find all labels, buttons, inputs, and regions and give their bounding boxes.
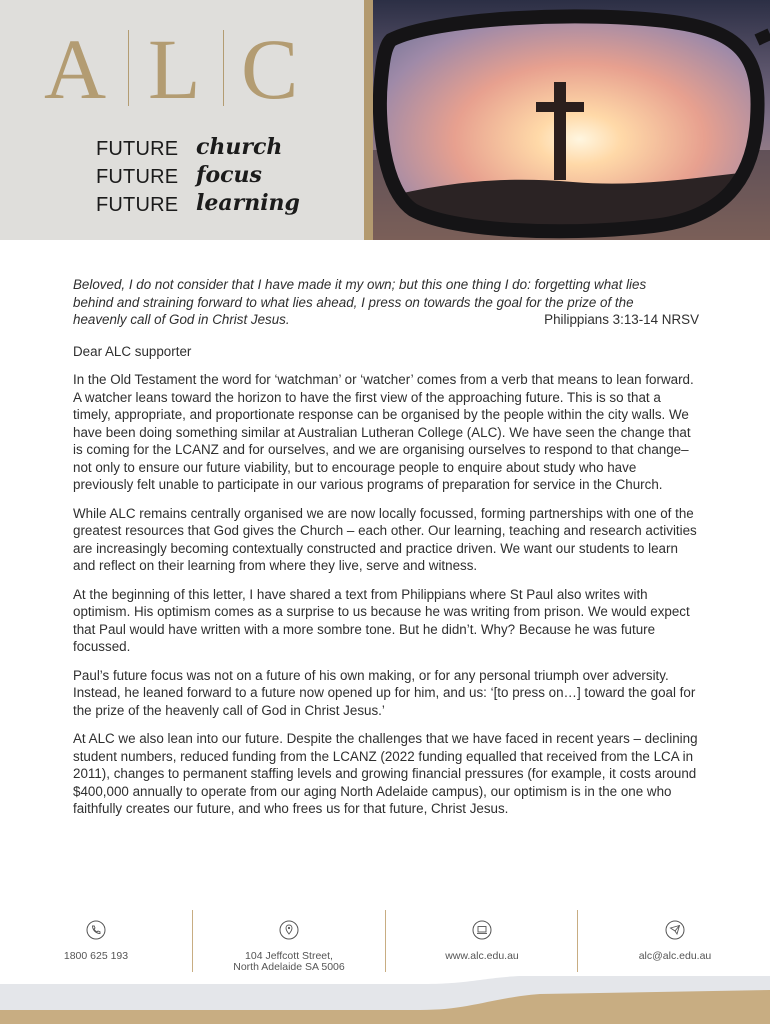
epigraph-line: behind and straining forward to what lies ahead, I press on towards the goal for the prize of the [73,294,634,310]
paragraph: At ALC we also lean into our future. Despite the challenges that we have faced in recent years – declining student numbers, reduced funding from the LCANZ (2022 funding equalled that received from the LCA in 2011), changes to permanent staffing levels and growing financial pressures (for example, it costs around $400,000 annually to operate from our aging North Adelaide campus), our optimism is in the one who faithfully creates our future, and who frees us for that future, Christ Jesus. [73,731,698,816]
epigraph-line: Beloved, I do not consider that I have made it my own; but this one thing I do: forgetting what lies [73,277,647,292]
paragraph: In the Old Testament the word for ‘watchman’ or ‘watcher’ comes from a verb that means to lean forward. A watcher leans toward the horizon to have the first view of the approaching future. This is so that a timely, appropriate, and proportionate response can be organised by the people within the city walls. We have been doing something similar at Australian Lutheran College (ALC). We have seen the change that is coming for the LCANZ and for ourselves, and we are organising ourselves to respond to that change–not only to ensure our future viability, but to encourage people to enquire about study who have previously felt unable to participate in our various programs of preparation for service in the Church. [73,372,694,492]
tagline [96,136,336,220]
letterhead-footer [0,900,770,1024]
logo-divider [223,30,224,106]
epigraph [73,276,699,329]
contact-email[interactable] [600,920,750,962]
footer-divider [577,910,578,972]
glasses-cross-sunset-photo [373,0,770,240]
footer-divider [192,910,193,972]
contact-phone [21,920,171,962]
logo-letter-a: A [44,21,107,117]
epigraph-line: heavenly call of God in Christ Jesus. [73,312,290,327]
logo-letter-c: C [241,21,299,117]
location-icon [279,920,299,940]
epigraph-reference: Philippians 3:13-14 NRSV [544,312,699,327]
letter-body [73,276,699,818]
tagline-row [96,192,336,220]
phone-icon [86,920,106,940]
logo-letter-l: L [148,21,201,117]
footer-swoosh [0,976,770,1024]
logo-divider [128,30,129,106]
alc-logo [44,21,314,117]
tagline-script-word: learning [196,190,300,216]
photo-illustration [373,0,770,240]
contact-web[interactable] [407,920,557,962]
mail-icon [665,920,685,940]
phone-number: 1800 625 193 [63,950,129,962]
paragraph: At the beginning of this letter, I have shared a text from Philippians where St Paul also writes with optimism. His optimism comes as a surprise to us because he was writing from prison. We would expect that Paul would have written with a more sombre tone. But he didn’t. Why? Because he was future focussed. [73,586,690,654]
tagline-future: FUTURE [96,138,179,160]
tagline-future: FUTURE [96,194,179,216]
email-link[interactable]: alc@alc.edu.au [638,950,712,962]
letterhead-header [0,0,770,240]
tagline-script-word: focus [196,162,262,188]
footer-divider [385,910,386,972]
address-line: 104 Jeffcott Street, [245,950,333,962]
paragraph: Paul’s future focus was not on a future of his own making, or for any personal triumph over adversity. Instead, he leaned forward to a future now opened up for him, and us: ‘[to press on…] toward the goal for the prize of the heavenly call of God in Christ Jesus.’ [73,667,696,718]
website-link[interactable]: www.alc.edu.au [445,950,519,962]
tagline-row [96,164,336,192]
tagline-row [96,136,336,164]
salutation: Dear ALC supporter [73,343,192,359]
tagline-script-word: church [196,134,283,160]
paragraph: While ALC remains centrally organised we are now locally focussed, forming partnerships with one of the greatest resources that God gives the Church – each other. Our learning, teaching and research activities are increasingly becoming contextually constructed and practice driven. We want our students to learn and reflect on their learning from where they live, serve and witness. [73,505,697,573]
contact-address [214,920,364,973]
laptop-icon [472,920,492,940]
address-line: North Adelaide SA 5006 [233,961,345,973]
tagline-future: FUTURE [96,166,179,188]
header-logo-panel [0,0,364,240]
header-gold-divider [364,0,373,240]
